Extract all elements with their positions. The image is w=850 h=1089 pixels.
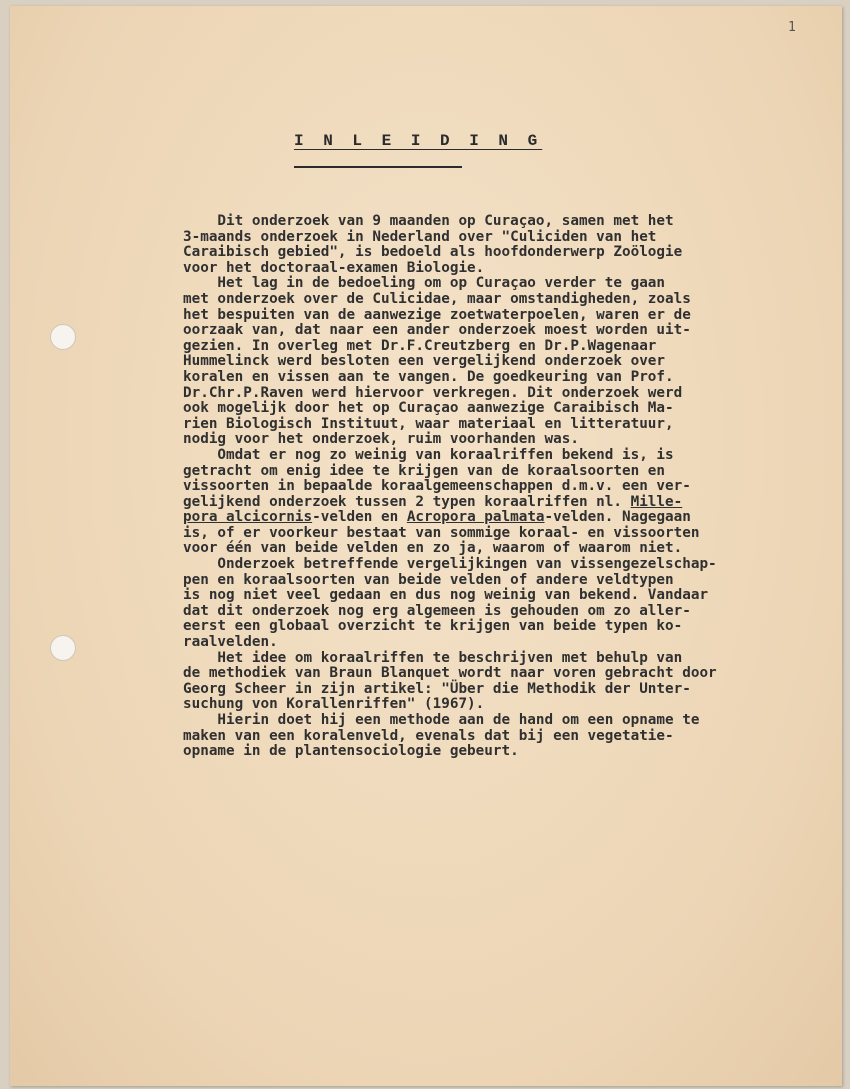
text-segment: Hierin doet hij een methode aan de hand om een opname te xyxy=(183,712,700,728)
text-line xyxy=(183,386,783,402)
text-segment: opname in de plantensociologie gebeurt. xyxy=(183,743,519,760)
text-segment: getracht om enig idee te krijgen van de koraalsoorten en xyxy=(183,462,666,479)
text-segment: met onderzoek over de Culicidae, maar omstandigheden, zoals xyxy=(183,290,691,307)
text-line xyxy=(183,464,783,480)
text-line xyxy=(183,401,783,417)
punch-hole xyxy=(50,635,76,661)
text-segment: ook mogelijk door het op Curaçao aanwezige Caraibisch Ma- xyxy=(183,400,674,417)
text-segment: is nog niet veel gedaan en dus nog weinig van bekend. Vandaar xyxy=(183,587,709,604)
text-line xyxy=(183,666,783,682)
text-segment: Het lag in de bedoeling om op Curaçao verder te gaan xyxy=(183,275,666,292)
text-segment: -velden. Nagegaan xyxy=(544,509,691,526)
text-line xyxy=(183,635,783,651)
paragraph xyxy=(183,651,783,713)
text-line xyxy=(183,713,783,729)
text-line xyxy=(183,323,783,339)
body-text xyxy=(183,214,783,760)
text-segment: koralen en vissen aan te vangen. De goedkeuring van Prof. xyxy=(183,368,674,385)
text-line xyxy=(183,541,783,557)
text-line xyxy=(183,510,783,526)
paragraph xyxy=(183,713,783,760)
text-segment: Omdat er nog zo weinig van koraalriffen bekend is, is xyxy=(183,446,674,463)
paragraph xyxy=(183,557,783,651)
text-line xyxy=(183,214,783,230)
text-line xyxy=(183,370,783,386)
text-line xyxy=(183,604,783,620)
text-segment: dat dit onderzoek nog erg algemeen is gehouden om zo aller- xyxy=(183,602,691,619)
text-segment: raalvelden. xyxy=(183,634,278,651)
page-number: 1 xyxy=(788,20,796,35)
text-line xyxy=(183,651,783,667)
text-line xyxy=(183,417,783,433)
text-line xyxy=(183,276,783,292)
text-line xyxy=(183,495,783,511)
text-segment: pen en koraalsoorten van beide velden of andere veldtypen xyxy=(183,571,674,588)
text-segment: oorzaak van, dat naar een ander onderzoek moest worden uit- xyxy=(183,322,691,339)
text-segment: Hummelinck werd besloten een vergelijkend onderzoek over xyxy=(183,353,666,370)
text-line xyxy=(183,432,783,448)
text-segment: -velden en xyxy=(312,509,407,526)
text-line xyxy=(183,339,783,355)
text-line xyxy=(183,557,783,573)
text-segment: maken van een koralenveld, evenals dat bij een vegetatie- xyxy=(183,727,674,744)
text-segment: is, of er voorkeur bestaat van sommige koraal- en vissoorten xyxy=(183,524,700,541)
text-segment: rien Biologisch Instituut, waar materiaal en litteratuur, xyxy=(183,415,674,432)
text-line xyxy=(183,729,783,745)
text-segment: Dit onderzoek van 9 maanden op Curaçao, samen met het xyxy=(183,213,674,229)
text-segment: Onderzoek betreffende vergelijkingen van vissengezelschap- xyxy=(183,556,717,573)
text-line xyxy=(183,619,783,635)
text-line xyxy=(183,526,783,542)
text-line xyxy=(183,682,783,698)
paragraph xyxy=(183,448,783,557)
punch-hole xyxy=(50,324,76,350)
text-segment: voor het doctoraal-examen Biologie. xyxy=(183,259,485,276)
text-segment: Dr.Chr.P.Raven werd hiervoor verkregen. Dit onderzoek werd xyxy=(183,384,683,401)
underlined-term: pora alcicornis xyxy=(183,509,313,526)
text-line xyxy=(183,308,783,324)
text-line xyxy=(183,230,783,246)
text-line xyxy=(183,588,783,604)
text-line xyxy=(183,573,783,589)
text-line xyxy=(183,697,783,713)
text-segment: vissoorten in bepaalde koraalgemeenschappen d.m.v. een ver- xyxy=(183,478,691,495)
text-segment: nodig voor het onderzoek, ruim voorhanden was. xyxy=(183,431,579,448)
paragraph xyxy=(183,276,783,448)
title-underline xyxy=(294,166,462,168)
page-title: I N L E I D I N G xyxy=(294,132,543,150)
text-segment: de methodiek van Braun Blanquet wordt naar voren gebracht door xyxy=(183,665,717,682)
text-segment: eerst een globaal overzicht te krijgen van beide typen ko- xyxy=(183,618,683,635)
text-segment: het bespuiten van de aanwezige zoetwaterpoelen, waren er de xyxy=(183,306,691,323)
text-segment: voor één van beide velden en zo ja, waarom of waarom niet. xyxy=(183,540,683,557)
underlined-term: Acropora palmata xyxy=(406,509,545,526)
paragraph xyxy=(183,214,783,276)
text-line xyxy=(183,261,783,277)
text-segment: Georg Scheer in zijn artikel: "Über die Methodik der Unter- xyxy=(183,680,691,697)
underlined-term: Mille- xyxy=(630,493,683,510)
text-segment: gelijkend onderzoek tussen 2 typen koraalriffen nl. xyxy=(183,493,631,510)
text-segment: Het idee om koraalriffen te beschrijven met behulp van xyxy=(183,649,683,666)
text-line xyxy=(183,245,783,261)
text-line xyxy=(183,744,783,760)
text-segment: gezien. In overleg met Dr.F.Creutzberg en Dr.P.Wagenaar xyxy=(183,337,657,354)
text-line xyxy=(183,354,783,370)
text-segment: suchung von Korallenriffen" (1967). xyxy=(183,696,485,713)
text-segment: Caraibisch gebied", is bedoeld als hoofdonderwerp Zoölogie xyxy=(183,244,683,261)
text-line xyxy=(183,479,783,495)
text-line xyxy=(183,448,783,464)
text-segment: 3-maands onderzoek in Nederland over "Culiciden van het xyxy=(183,228,657,245)
text-line xyxy=(183,292,783,308)
document-page xyxy=(10,6,842,1086)
